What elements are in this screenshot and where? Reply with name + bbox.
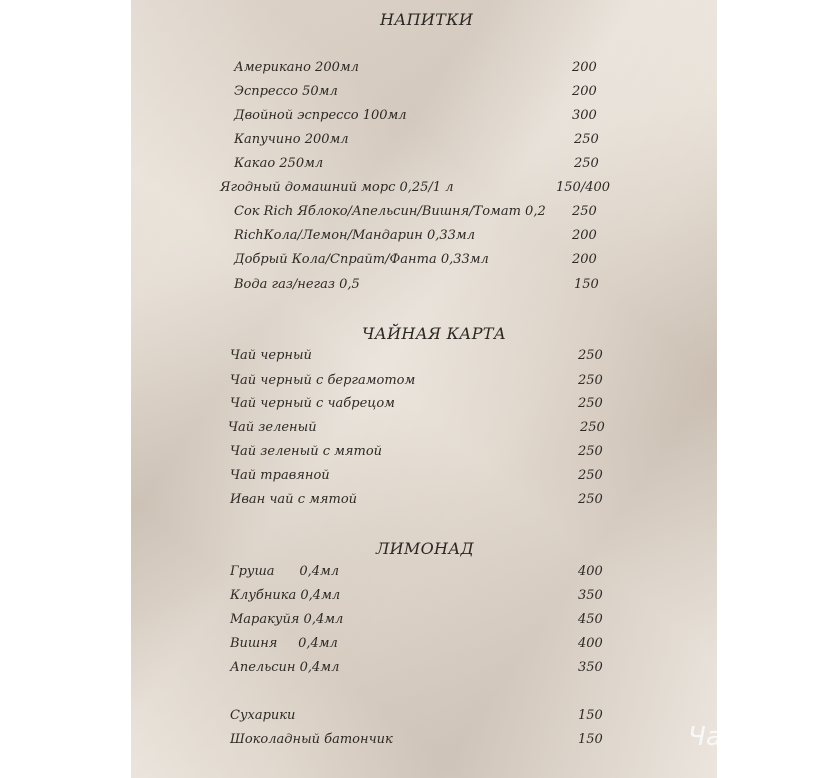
section-title-drinks: НАПИТКИ [380,10,474,29]
menu-item-price: 250 [578,348,603,363]
menu-item-price: 200 [572,60,597,75]
menu-item-price: 400 [578,564,603,579]
menu-item-name: Какао 250мл [234,156,324,171]
menu-item-price: 250 [578,468,603,483]
menu-item-price: 250 [578,444,603,459]
menu-item-name: Апельсин 0,4мл [230,660,340,675]
menu-item-price: 200 [572,252,597,267]
menu-item-name: Чай зеленый с мятой [230,444,383,459]
menu-item-price: 250 [572,204,597,219]
menu-item-name: Эспрессо 50мл [234,84,338,99]
menu-item-name: RichКола/Лемон/Мандарин 0,33мл [234,228,475,243]
menu-item-name: Добрый Кола/Спрайт/Фанта 0,33мл [234,252,489,267]
menu-item-price: 250 [574,132,599,147]
menu-item-name: Чай травяной [230,468,330,483]
menu-item-price: 200 [572,228,597,243]
section-title-tea: ЧАЙНАЯ КАРТА [362,324,507,343]
menu-item-price: 350 [578,660,603,675]
menu-item-name: Чай зеленый [228,420,317,435]
menu-item-price: 150 [574,277,599,292]
menu-item-name: Двойной эспрессо 100мл [234,108,407,123]
menu-item-name: Сок Rich Яблоко/Апельсин/Вишня/Томат 0,2 [234,204,546,219]
menu-item-name: Капучино 200мл [234,132,349,147]
menu-item-name: Вишня 0,4мл [230,636,338,651]
menu-item-name: Шоколадный батончик [230,732,393,747]
menu-item-price: 400 [578,636,603,651]
menu-item-name: Иван чай с мятой [230,492,358,507]
menu-sheet [131,0,717,778]
menu-item-price: 150/400 [556,180,611,195]
menu-item-name: Груша 0,4мл [230,564,340,579]
menu-item-price: 250 [578,373,603,388]
menu-item-name: Чай черный [230,348,312,363]
menu-item-name: Чай черный с чабрецом [230,396,395,411]
menu-item-name: Маракуйя 0,4мл [230,612,344,627]
menu-item-name: Американо 200мл [234,60,359,75]
section-title-lemonade: ЛИМОНАД [376,539,474,558]
menu-item-name: Сухарики [230,708,296,723]
menu-item-price: 200 [572,84,597,99]
menu-item-price: 300 [572,108,597,123]
menu-item-name: Ягодный домашний морс 0,25/1 л [220,180,454,195]
menu-item-price: 250 [574,156,599,171]
menu-item-name: Вода газ/негаз 0,5 [234,277,360,292]
menu-item-name: Клубника 0,4мл [230,588,341,603]
menu-item-price: 250 [580,420,605,435]
menu-item-name: Чай черный с бергамотом [230,373,416,388]
menu-item-price: 450 [578,612,603,627]
menu-item-price: 250 [578,396,603,411]
menu-item-price: 350 [578,588,603,603]
menu-item-price: 150 [578,732,603,747]
menu-item-price: 250 [578,492,603,507]
menu-item-price: 150 [578,708,603,723]
watermark-logo: ЧаВ [688,722,740,752]
